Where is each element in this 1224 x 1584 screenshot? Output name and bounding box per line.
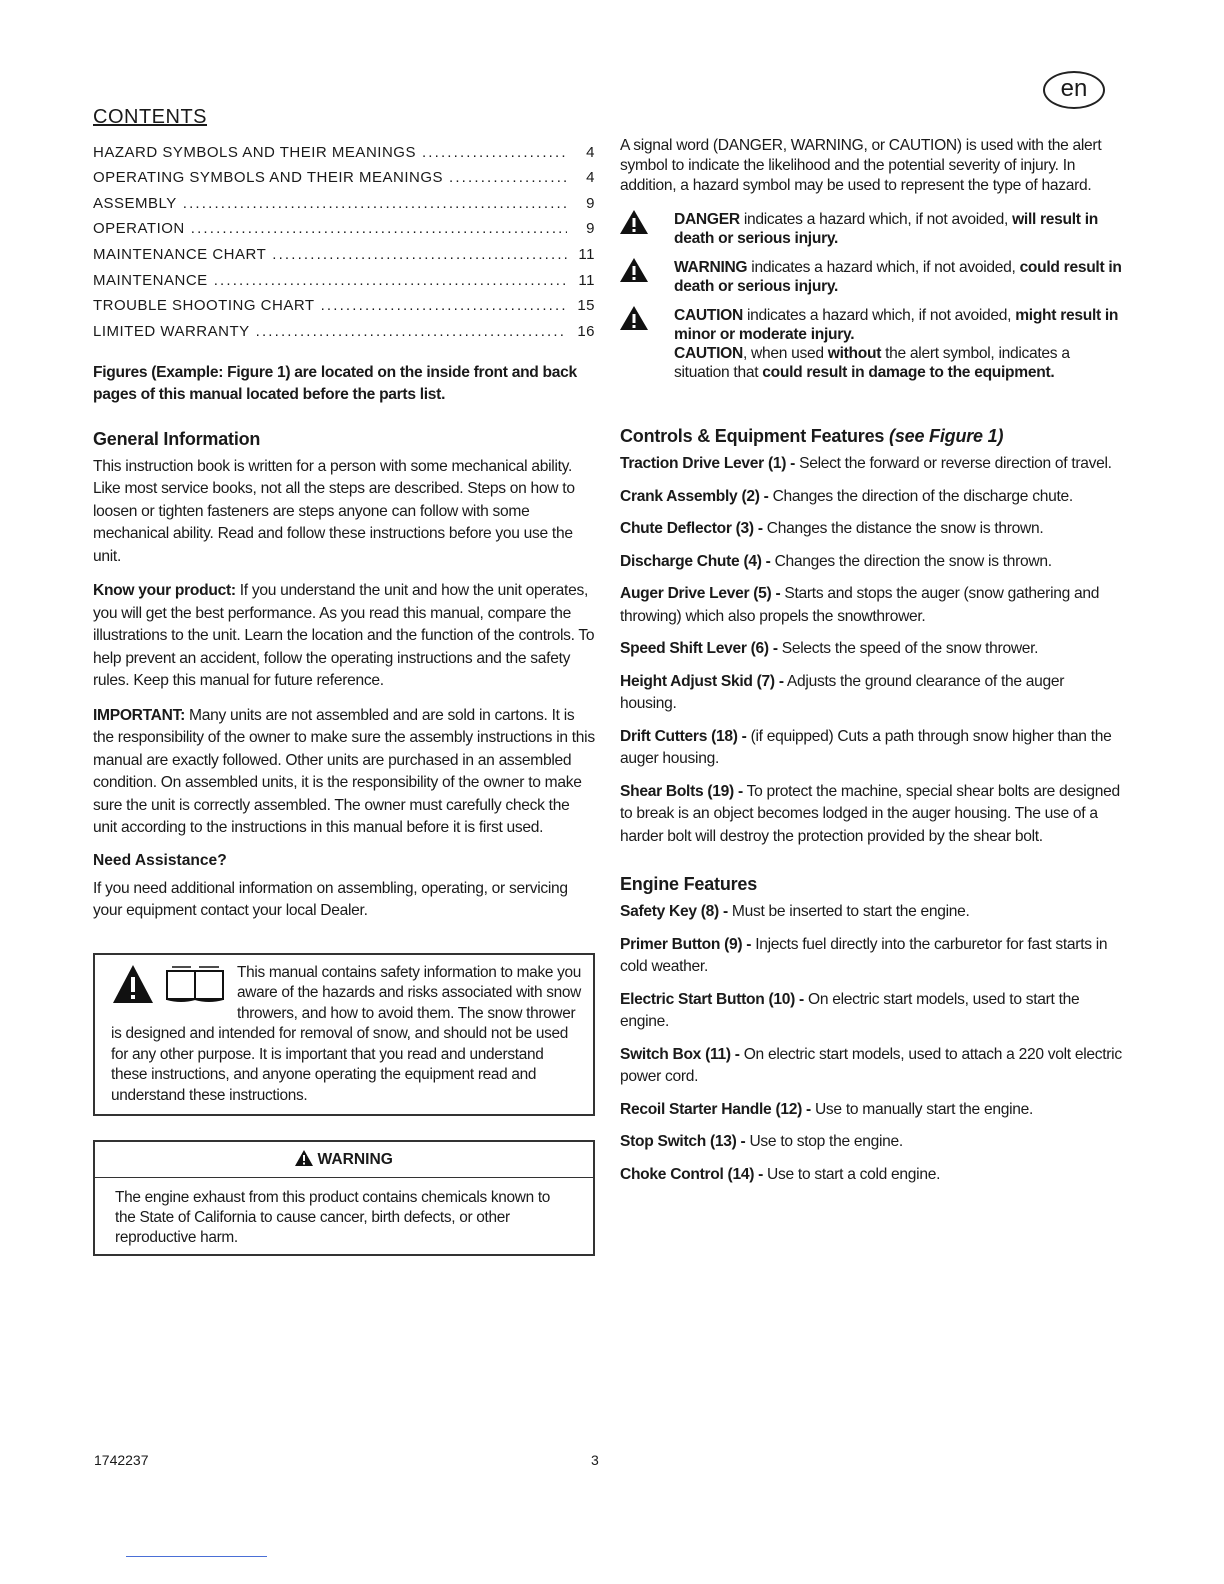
caution-word: CAUTION — [674, 307, 743, 324]
toc-leader — [191, 220, 567, 237]
caution-result: might result in minor or moderate injury. — [674, 307, 1119, 343]
caution-mid: indicates a hazard which, if not avoided, — [742, 307, 1016, 324]
control-text: To protect the machine, special shear bolts are designed to break is an object becomes lodged in the auger housing. The use of a harder bolt will destroy the protection provided by the shear bolt. — [620, 782, 1120, 845]
toc-item-title: OPERATING SYMBOLS AND THEIR MEANINGS — [93, 169, 444, 187]
know-product-text: If you understand the unit and how the unit operates, you will get the best performance. As you read this manual, compare the illustrations to the unit. Learn the location and the function of the controls. To help prevent an accident, follow the operating instructions and the safety rules. Keep this manual for future reference. — [93, 582, 595, 690]
control-label: Drift Cutters (18) - — [620, 727, 747, 745]
toc-item[interactable] — [93, 263, 595, 289]
engine-item — [620, 901, 1122, 924]
control-item — [620, 781, 1122, 849]
engine-label: Switch Box (11) - — [620, 1045, 740, 1063]
control-item — [620, 551, 1122, 574]
important-label: IMPORTANT: — [93, 706, 185, 724]
toc-leader — [449, 169, 567, 186]
need-assistance-heading: Need Assistance? — [93, 851, 227, 869]
control-label: Crank Assembly (2) - — [620, 487, 769, 505]
warning-mid: indicates a hazard which, if not avoided, — [747, 259, 1020, 276]
toc-item-title: ASSEMBLY — [93, 194, 177, 212]
toc-item-title: MAINTENANCE CHART — [93, 245, 267, 263]
controls-list — [620, 453, 1122, 848]
control-text: Select the forward or reverse direction of travel. — [795, 455, 1112, 472]
toc-leader — [272, 246, 567, 263]
engine-features-list — [620, 901, 1122, 1186]
know-product-paragraph — [93, 580, 595, 693]
know-product-label: Know your product: — [93, 582, 236, 600]
caution-equipment-text — [674, 344, 1122, 382]
toc-item-title: OPERATION — [93, 220, 185, 238]
control-text: Changes the distance the snow is thrown. — [762, 520, 1044, 537]
control-label: Shear Bolts (19) - — [620, 782, 743, 800]
toc-item[interactable] — [93, 135, 595, 161]
toc-item-page: 11 — [578, 245, 595, 263]
toc-leader — [422, 144, 567, 161]
toc-item-title: MAINTENANCE — [93, 271, 208, 289]
engine-text: Must be inserted to start the engine. — [727, 903, 970, 920]
toc-item-title: TROUBLE SHOOTING CHART — [93, 297, 315, 315]
toc-leader — [256, 323, 567, 340]
caution-extra-a: , when used — [742, 345, 828, 362]
general-information-heading: General Information — [93, 428, 261, 449]
warning-word: WARNING — [674, 259, 748, 276]
toc-leader — [321, 297, 567, 314]
warning-signal-text — [674, 258, 1122, 296]
control-text: Changes the direction of the discharge chute. — [768, 487, 1073, 505]
engine-text: On electric start models, used to start the engine. — [620, 990, 1080, 1030]
toc-item[interactable] — [93, 212, 595, 238]
toc-item[interactable] — [93, 314, 595, 340]
engine-label: Stop Switch (13) - — [620, 1133, 746, 1150]
control-item — [620, 518, 1122, 541]
caution-alert-icon — [620, 306, 674, 382]
engine-label: Electric Start Button (10) - — [620, 990, 804, 1008]
engine-label: Choke Control (14) - — [620, 1165, 764, 1183]
engine-text: Use to stop the engine. — [745, 1133, 903, 1150]
danger-result: will result in death or serious injury. — [674, 211, 1098, 247]
document-number: 1742237 — [94, 1452, 149, 1468]
controls-figure-ref: (see Figure 1) — [889, 426, 1004, 446]
toc-item-page: 16 — [577, 322, 595, 340]
warning-result: could result in death or serious injury. — [674, 259, 1122, 295]
caution-extra-result: could result in damage to the equipment. — [762, 364, 1055, 381]
control-label: Discharge Chute (4) - — [620, 552, 771, 570]
warning-triangle-icon — [295, 1150, 313, 1166]
warning-text: The engine exhaust from this product contains chemicals known to the State of California to cause cancer, birth defects, or other reproductive harm. — [115, 1189, 551, 1247]
caution-extra-without: without — [827, 345, 882, 362]
table-of-contents — [93, 135, 595, 340]
control-label: Auger Drive Lever (5) - — [620, 585, 781, 602]
engine-item — [620, 934, 1122, 979]
danger-entry — [620, 210, 1122, 248]
general-intro: This instruction book is written for a person with some mechanical ability. Like most service books, not all the steps are described. Steps on how to loosen or tighten fasteners are steps anyone can follow with some mechanical ability. Read and follow these instructions before you use the unit. — [93, 457, 575, 565]
control-label: Chute Deflector (3) - — [620, 520, 763, 537]
caution-entry — [620, 306, 1122, 382]
controls-heading-text: Controls & Equipment Features — [620, 426, 890, 446]
engine-item — [620, 1131, 1122, 1154]
toc-item-page: 9 — [586, 194, 595, 212]
engine-text: Injects fuel directly into the carburetor for fast starts in cold weather. — [620, 935, 1108, 975]
control-item — [620, 638, 1122, 661]
engine-text: Use to manually start the engine. — [810, 1100, 1034, 1118]
caution-text — [674, 306, 1122, 344]
engine-label: Recoil Starter Handle (12) - — [620, 1100, 811, 1118]
danger-alert-icon — [620, 210, 674, 248]
california-warning-box — [93, 1140, 595, 1256]
control-text: (if equipped) Cuts a path through snow higher than the auger housing. — [620, 727, 1112, 767]
control-label: Height Adjust Skid (7) - — [620, 672, 784, 690]
right-column — [620, 136, 1122, 1196]
important-text: Many units are not assembled and are sold in cartons. It is the responsibility of the owner to make sure the assembly instructions in this manual are exactly followed. Other units are purchased in an assembled condition. On assembled units, it is the responsibility of the owner to make sure the unit is correctly assembled. The owner must carefully check the unit according to the instructions in this manual before it is first used. — [93, 706, 595, 837]
control-item — [620, 671, 1122, 716]
engine-item — [620, 989, 1122, 1034]
important-paragraph — [93, 705, 595, 840]
danger-word: DANGER — [674, 211, 740, 228]
language-badge: en — [1043, 71, 1105, 109]
engine-item — [620, 1164, 1122, 1187]
signal-word-intro: A signal word (DANGER, WARNING, or CAUTION) is used with the alert symbol to indicate the likelihood and the potential severity of injury. In addition, a hazard symbol may be used to represent the type of hazard. — [620, 137, 1102, 194]
warning-alert-icon — [620, 258, 674, 296]
toc-item-page: 4 — [586, 169, 595, 187]
toc-item-title: LIMITED WARRANTY — [93, 322, 250, 340]
bottom-divider — [126, 1556, 267, 1557]
toc-item-page: 11 — [578, 271, 595, 289]
control-item — [620, 726, 1122, 771]
safety-info-box — [93, 953, 595, 1117]
left-column — [93, 106, 595, 1256]
toc-item-page: 4 — [586, 143, 595, 161]
engine-label: Safety Key (8) - — [620, 903, 728, 920]
need-assistance-text: If you need additional information on assembling, operating, or servicing your equipment contact your local Dealer. — [93, 879, 568, 920]
warning-entry — [620, 258, 1122, 296]
toc-leader — [183, 195, 567, 212]
warning-header — [95, 1142, 593, 1178]
toc-item-page: 9 — [586, 220, 595, 238]
engine-text: Use to start a cold engine. — [763, 1165, 941, 1183]
control-label: Speed Shift Lever (6) - — [620, 640, 778, 657]
toc-leader — [214, 272, 567, 289]
contents-title: CONTENTS — [93, 106, 207, 128]
toc-item[interactable] — [93, 289, 595, 315]
caution-extra-b: the alert symbol, indicates a situation that — [674, 345, 1070, 381]
safety-alert-icon — [113, 965, 153, 1003]
control-item — [620, 453, 1122, 476]
control-text: Changes the direction the snow is thrown. — [770, 552, 1052, 570]
control-text: Adjusts the ground clearance of the auger housing. — [620, 672, 1065, 712]
control-text: Selects the speed of the snow thrower. — [777, 640, 1039, 657]
engine-features-heading: Engine Features — [620, 874, 758, 894]
control-item — [620, 583, 1122, 628]
read-manual-icon — [167, 967, 223, 1001]
warning-label: WARNING — [317, 1151, 393, 1169]
control-text: Starts and stops the auger (snow gathering and throwing) which also propels the snowthrower. — [620, 585, 1100, 625]
toc-item[interactable] — [93, 237, 595, 263]
danger-text — [674, 210, 1122, 248]
alert-and-manual-icons — [111, 963, 237, 1005]
engine-item — [620, 1044, 1122, 1089]
toc-item-title: HAZARD SYMBOLS AND THEIR MEANINGS — [93, 143, 416, 161]
controls-heading — [620, 426, 1122, 447]
safety-box-icons — [111, 963, 237, 1005]
toc-item[interactable] — [93, 186, 595, 212]
engine-label: Primer Button (9) - — [620, 935, 752, 953]
engine-text: On electric start models, used to attach a 220 volt electric power cord. — [620, 1045, 1122, 1085]
danger-mid: indicates a hazard which, if not avoided, — [739, 211, 1013, 228]
engine-item — [620, 1099, 1122, 1122]
toc-item[interactable] — [93, 161, 595, 187]
control-item — [620, 486, 1122, 509]
figures-note: Figures (Example: Figure 1) are located on the inside front and back pages of this manual located before the parts list. — [93, 363, 577, 404]
toc-item-page: 15 — [577, 297, 595, 315]
page-number: 3 — [591, 1452, 599, 1468]
safety-info-text: This manual contains safety information to make you aware of the hazards and risks associated with snow throwers, and how to avoid them. The snow thrower is designed and intended for removal of snow, and should not be used for any other purpose. It is important that you read and understand these instructions, and anyone operating the equipment read and understand these instructions. — [111, 963, 581, 1104]
control-label: Traction Drive Lever (1) - — [620, 455, 796, 472]
caution-extra-word: CAUTION — [674, 345, 743, 362]
